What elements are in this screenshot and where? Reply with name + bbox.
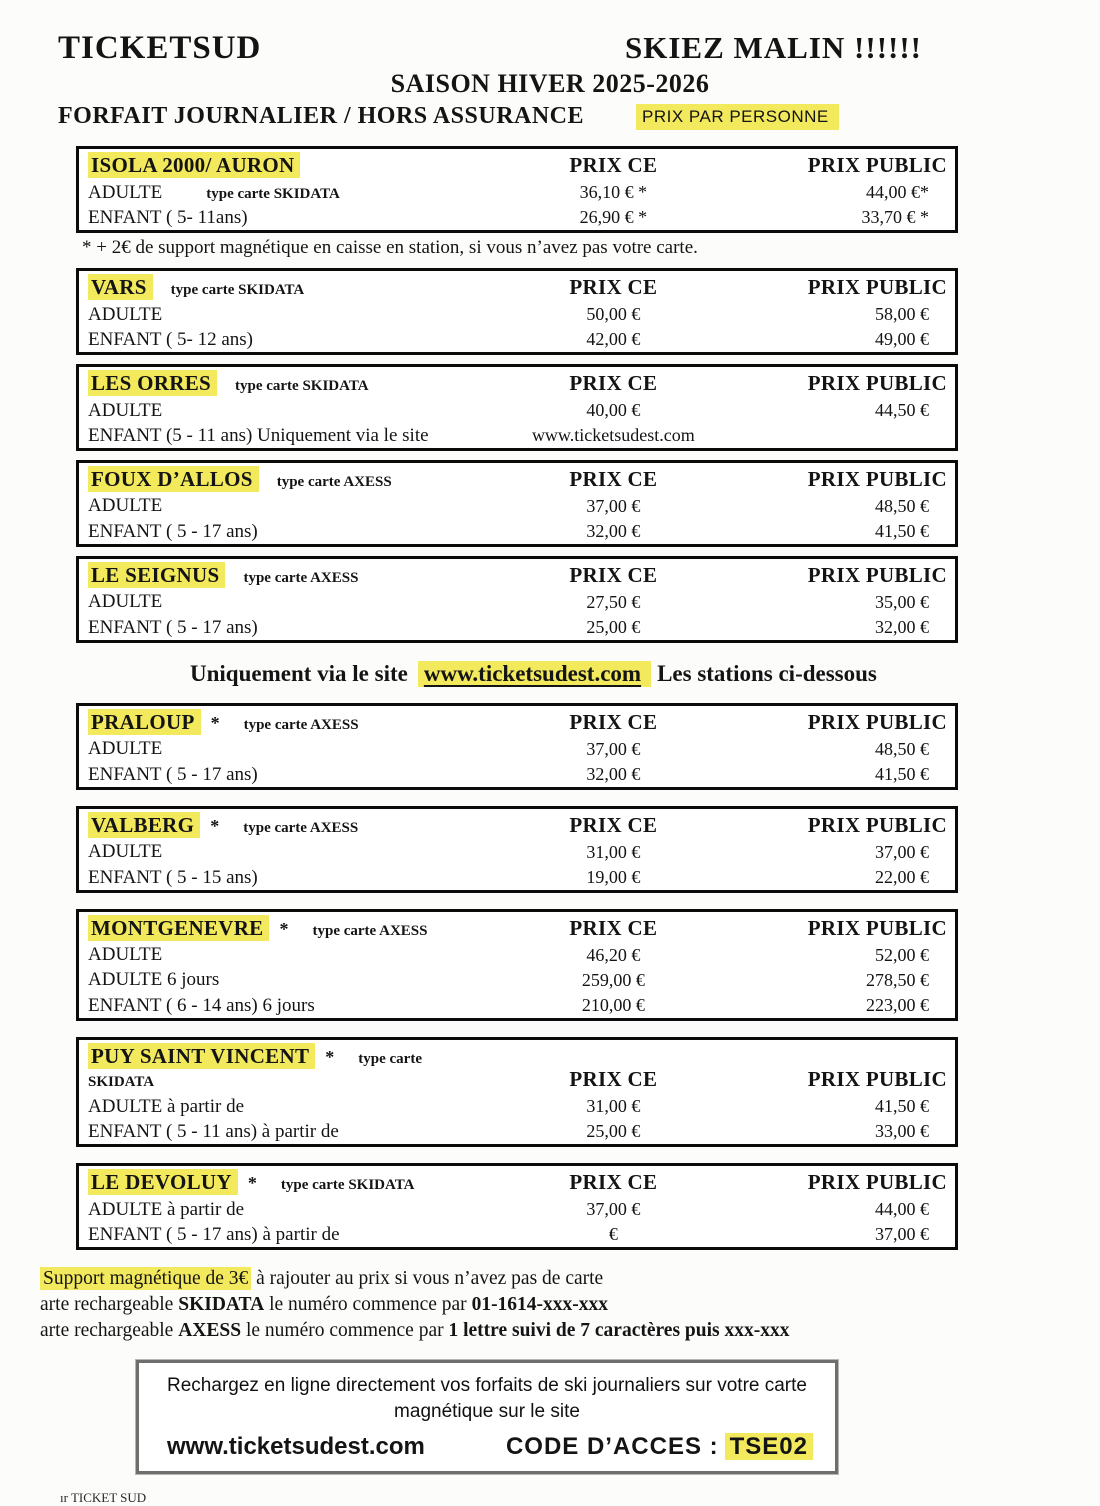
price-ce: 19,00 € <box>586 866 641 887</box>
station-name: FOUX D’ALLOS <box>88 466 259 492</box>
type-carte-label: type carte AXESS <box>243 819 359 836</box>
row-label: ENFANT ( 5 - 17 ans) <box>88 520 258 542</box>
price-public: 35,00 € <box>874 591 929 612</box>
access-code-label: CODE D’ACCES : <box>505 1432 719 1460</box>
note-text: le numéro commence par <box>241 1319 449 1341</box>
station-name: LE SEIGNUS <box>88 562 225 588</box>
tables-top-group <box>58 146 1042 643</box>
price-public: 37,00 € <box>874 841 929 862</box>
row-label: ENFANT ( 6 - 14 ans) 6 jours <box>88 994 315 1016</box>
price-ce: 36,10 € * <box>579 181 648 202</box>
row-label: ADULTE 6 jours <box>88 969 220 991</box>
note-text: 1 lettre suivi de 7 caractères puis xxx-xxx <box>448 1319 790 1341</box>
note-text: le numéro commence par <box>264 1293 472 1315</box>
price-ce: 32,00 € <box>586 763 641 784</box>
station-asterisk: * <box>210 712 220 733</box>
row-label: ENFANT ( 5 - 17 ans) à partir de <box>88 1223 340 1245</box>
middle-heading-prefix: Uniquement via le site <box>190 660 408 686</box>
table-row <box>79 993 955 1018</box>
prix-ce-header: PRIX CE <box>569 812 658 837</box>
table-row <box>79 942 955 967</box>
station-cell <box>79 1170 491 1196</box>
price-public: 223,00 € <box>865 994 929 1015</box>
station-name: LE DEVOLUY <box>88 1169 238 1195</box>
price-ce: 40,00 € <box>586 399 641 420</box>
price-ce: 50,00 € <box>586 303 641 324</box>
table-row <box>79 180 955 205</box>
table-row <box>79 493 955 518</box>
station-asterisk: * <box>247 1172 257 1193</box>
prix-ce-header: PRIX CE <box>569 466 658 491</box>
table-header-row <box>79 149 955 180</box>
document-subtitle: FORFAIT JOURNALIER / HORS ASSURANCE <box>58 103 585 129</box>
price-public: 37,00 € <box>874 1223 929 1244</box>
station-cell <box>79 813 491 839</box>
station-asterisk: * <box>279 918 289 939</box>
row-label: ADULTE <box>88 944 163 966</box>
station-cell <box>79 916 491 942</box>
highlighted-text: Support magnétique de 3€ <box>40 1267 251 1290</box>
price-public: 44,50 € <box>874 399 929 420</box>
table-header-row <box>79 463 955 494</box>
price-public: 278,50 € <box>865 969 929 990</box>
recharge-box <box>136 1360 838 1474</box>
type-carte-label: type carte AXESS <box>243 716 359 733</box>
table-row <box>79 865 955 890</box>
footer-small-text: ır TICKET SUD <box>60 1489 147 1505</box>
table-header-row <box>79 1166 955 1197</box>
type-carte-label: type carte SKIDATA <box>235 377 369 394</box>
price-public: 48,50 € <box>874 495 929 516</box>
price-ce: 210,00 € <box>581 994 645 1015</box>
station-name: ISOLA 2000/ AURON <box>88 152 300 178</box>
prix-ce-header: PRIX CE <box>569 1169 658 1194</box>
price-public: 41,50 € <box>874 763 929 784</box>
station-name: LES ORRES <box>88 370 217 396</box>
tables-bottom-group <box>58 703 1042 1250</box>
station-cell <box>79 710 491 736</box>
station-cell <box>79 1044 491 1093</box>
prix-public-header: PRIX PUBLIC <box>807 274 947 299</box>
price-table-isola-2000-auron <box>76 146 958 233</box>
price-ce: 31,00 € <box>586 1095 641 1116</box>
price-ce: 46,20 € <box>586 944 641 965</box>
row-label: ENFANT (5 - 11 ans) Uniquement via le site <box>88 424 429 446</box>
price-table-praloup <box>76 703 958 790</box>
table-block-praloup <box>58 703 1042 790</box>
note-text: AXESS <box>178 1319 242 1341</box>
note-text: à rajouter au prix si vous n’avez pas de carte <box>251 1267 604 1289</box>
note-text: arte rechargeable <box>40 1293 179 1315</box>
station-name: VARS <box>88 274 153 300</box>
price-table-les-orres <box>76 364 958 451</box>
price-public: 44,00 € <box>874 1198 929 1219</box>
prix-public-header: PRIX PUBLIC <box>807 709 947 734</box>
note-text: SKIDATA <box>178 1293 265 1315</box>
station-cell <box>79 153 491 179</box>
middle-heading-suffix: Les stations ci-dessous <box>657 660 877 686</box>
row-label: ENFANT ( 5- 11ans) <box>88 206 248 228</box>
station-cell <box>79 563 491 589</box>
price-table-foux-d-allos <box>76 460 958 547</box>
table-block-puy-saint-vincent <box>58 1037 1042 1147</box>
row-label: ADULTE <box>88 495 163 517</box>
price-ce: 31,00 € <box>586 841 641 862</box>
type-carte-label: type carte SKIDATA <box>206 185 340 202</box>
row-label: ADULTE <box>88 738 163 760</box>
prix-ce-header: PRIX CE <box>569 562 658 587</box>
table-header-row <box>79 912 955 943</box>
price-table-valberg <box>76 806 958 893</box>
price-ce: 259,00 € <box>581 969 645 990</box>
recharge-text-line2: magnétique sur le site <box>394 1400 580 1422</box>
station-asterisk: * <box>210 815 220 836</box>
table-block-vars <box>58 268 1042 355</box>
price-ce: 42,00 € <box>586 328 641 349</box>
brand-title: TICKETSUD <box>58 30 262 66</box>
season-title: SAISON HIVER 2025-2026 <box>390 69 710 98</box>
price-ce: 37,00 € <box>586 738 641 759</box>
price-ce: 32,00 € <box>586 520 641 541</box>
prix-ce-header: PRIX CE <box>569 274 658 299</box>
table-row <box>79 839 955 864</box>
row-label: ENFANT ( 5- 12 ans) <box>88 328 253 350</box>
price-public: 41,50 € <box>874 520 929 541</box>
footer-notes <box>40 1266 1042 1344</box>
price-ce: 27,50 € <box>586 591 641 612</box>
subtitle-row <box>58 103 1042 130</box>
prix-public-header: PRIX PUBLIC <box>807 466 947 491</box>
row-label: ADULTE <box>88 399 163 421</box>
note-text: 01-1614-xxx-xxx <box>471 1293 609 1315</box>
station-cell <box>79 467 491 493</box>
table-block-le-devoluy <box>58 1163 1042 1250</box>
prix-ce-header: PRIX CE <box>569 370 658 395</box>
price-ce: 37,00 € <box>586 1198 641 1219</box>
price-public: 33,00 € <box>874 1120 929 1141</box>
price-table-le-devoluy <box>76 1163 958 1250</box>
table-row <box>79 762 955 787</box>
table-block-le-seignus <box>58 556 1042 643</box>
website-url: www.ticketsudest.com <box>167 1432 425 1460</box>
table-header-row <box>79 706 955 737</box>
row-label: ADULTE <box>88 303 163 325</box>
price-public: 49,00 € <box>874 328 929 349</box>
recharge-text-line1: Rechargez en ligne directement vos forfaits de ski journaliers sur votre carte <box>167 1374 807 1396</box>
table-header-row <box>79 271 955 302</box>
station-asterisk: * <box>325 1046 335 1067</box>
table-row <box>79 589 955 614</box>
slogan-text: SKIEZ MALIN !!!!!! <box>625 30 922 65</box>
prix-public-header: PRIX PUBLIC <box>807 1066 947 1091</box>
table-block-foux-d-allos <box>58 460 1042 547</box>
table-row <box>79 1197 955 1222</box>
footer-note-line-3 <box>40 1318 1042 1344</box>
price-public: 52,00 € <box>874 944 929 965</box>
prix-ce-header: PRIX CE <box>569 915 658 940</box>
table-header-row <box>79 809 955 840</box>
table-block-montgenevre <box>58 909 1042 1021</box>
footer-note-line-1 <box>40 1266 1042 1292</box>
note-text: arte rechargeable <box>40 1319 179 1341</box>
table-header-row <box>79 559 955 590</box>
table-row <box>79 1222 955 1247</box>
table-row <box>79 1119 955 1144</box>
website-link: www.ticketsudest.com <box>418 661 651 687</box>
row-label: ADULTE type carte SKIDATA <box>88 181 340 203</box>
table-row <box>79 302 955 327</box>
station-name: MONTGENEVRE <box>88 915 269 941</box>
price-public: 41,50 € <box>874 1095 929 1116</box>
footer-note-line-2 <box>40 1292 1042 1318</box>
table-row <box>79 736 955 761</box>
price-ce: 26,90 € * <box>579 207 648 227</box>
row-label: ADULTE à partir de <box>88 1095 244 1117</box>
table-row <box>79 327 955 352</box>
table-header-row <box>79 367 955 398</box>
station-name: VALBERG <box>88 812 200 838</box>
table-header-row <box>79 1040 955 1094</box>
price-ce: 37,00 € <box>586 495 641 516</box>
table-row <box>79 615 955 640</box>
type-carte-label: type carte SKIDATA <box>280 1176 415 1193</box>
price-ce: 25,00 € <box>586 616 641 637</box>
price-ce: www.ticketsudest.com <box>531 424 695 445</box>
station-name: PUY SAINT VINCENT <box>88 1043 315 1069</box>
prix-public-header: PRIX PUBLIC <box>807 1169 947 1194</box>
table-row <box>79 423 955 448</box>
prix-ce-header: PRIX CE <box>569 153 658 177</box>
access-code-value: TSE02 <box>725 1433 813 1460</box>
middle-heading <box>190 661 1042 687</box>
price-public: 22,00 € <box>874 866 929 887</box>
price-ce: 25,00 € <box>586 1120 641 1141</box>
price-public: 32,00 € <box>874 616 929 637</box>
price-table-montgenevre <box>76 909 958 1021</box>
type-carte-label: type carte AXESS <box>312 922 428 939</box>
row-label: ENFANT ( 5 - 17 ans) <box>88 763 258 785</box>
table-row <box>79 398 955 423</box>
row-label: ADULTE à partir de <box>88 1198 244 1220</box>
row-label: ENFANT ( 5 - 11 ans) à partir de <box>88 1120 339 1142</box>
table-row <box>79 519 955 544</box>
price-public: 33,70 € * <box>861 207 929 227</box>
station-cell <box>79 275 491 301</box>
row-label: ENFANT ( 5 - 17 ans) <box>88 616 258 638</box>
table-row <box>79 205 955 230</box>
row-label: ADULTE <box>88 841 163 863</box>
prix-public-header: PRIX PUBLIC <box>807 153 947 177</box>
prix-public-header: PRIX PUBLIC <box>807 812 947 837</box>
table-row <box>79 1094 955 1119</box>
type-carte-label: type carte AXESS <box>243 569 359 586</box>
price-table-le-seignus <box>76 556 958 643</box>
prix-public-header: PRIX PUBLIC <box>807 370 947 395</box>
table-row <box>79 967 955 992</box>
recharge-box-bottom-row <box>145 1433 829 1463</box>
prix-ce-header: PRIX CE <box>569 709 658 734</box>
prix-public-header: PRIX PUBLIC <box>807 562 947 587</box>
type-carte-label: type carte SKIDATA <box>170 281 305 298</box>
prix-ce-header: PRIX CE <box>569 1066 658 1091</box>
row-label: ADULTE <box>88 591 163 613</box>
table-block-les-orres <box>58 364 1042 451</box>
prix-public-header: PRIX PUBLIC <box>807 915 947 940</box>
price-public: 48,50 € <box>874 738 929 759</box>
price-ce: € <box>608 1223 618 1244</box>
type-carte-label: type carte AXESS <box>276 473 392 490</box>
table-block-isola-2000-auron <box>58 146 1042 259</box>
table-note: * + 2€ de support magnétique en caisse en station, si vous n’avez pas votre carte. <box>82 236 698 258</box>
per-person-highlight: PRIX PAR PERSONNE <box>636 104 839 130</box>
price-table-vars <box>76 268 958 355</box>
station-name: PRALOUP <box>88 709 201 735</box>
table-block-valberg <box>58 806 1042 893</box>
price-public: 44,00 €* <box>865 181 929 202</box>
row-label: ENFANT ( 5 - 15 ans) <box>88 866 258 888</box>
access-code <box>506 1433 813 1461</box>
price-public: 58,00 € <box>874 303 929 324</box>
header-row <box>58 30 1042 67</box>
type-carte-label: type carte SKIDATA <box>88 1050 422 1091</box>
station-cell <box>79 371 491 397</box>
price-table-puy-saint-vincent <box>76 1037 958 1147</box>
